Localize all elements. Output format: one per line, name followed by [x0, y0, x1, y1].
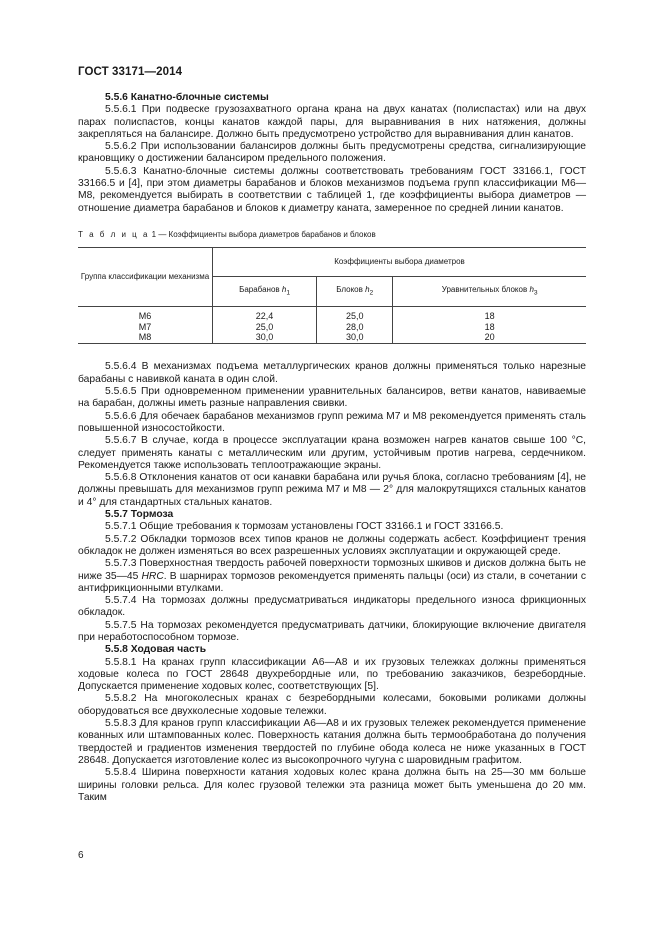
table-cell-group: М7: [78, 321, 213, 332]
table-header-blocks: Блоков $h_2$: [317, 277, 393, 307]
paragraph-5581: 5.5.8.1 На кранах групп классификации А6—А8 и их грузовых тележках должны применяться ходовые колеса по ГОСТ 28648 двухребордные или, по требованию заказчиков, безребордные. Допускается применение ходовых колес, соответствующих [5].: [78, 656, 586, 693]
table-cell-block: 30,0: [317, 332, 393, 344]
paragraph-5573: 5.5.7.3 Поверхностная твердость рабочей поверхности тормозных шкивов и дисков должна быть не ниже 35—45 HRC. В шарнирах тормозов рекомендуется применять пальцы (оси) из стали, в сочетании с антифрикционными втулками.: [78, 558, 586, 594]
paragraph-5565: 5.5.6.5 При одновременном применении уравнительных балансиров, ветви канатов, навиваемые на барабан, должны иметь разные направления свивки.: [78, 386, 586, 410]
table-row: [78, 332, 586, 344]
table-caption-label: Т а б л и ц а: [78, 229, 150, 239]
paragraph-5574: 5.5.7.4 На тормозах должны предусматриваться индикаторы предельного износа фрикционных обкладок.: [78, 595, 586, 619]
document-body: [78, 92, 586, 804]
table-cell-drum: 30,0: [213, 332, 317, 344]
table-cell-block: 25,0: [317, 306, 393, 321]
paragraph-5562: 5.5.6.2 При использовании балансиров должны быть предусмотрены средства, сигнализирующие крановщику о достижении балансиром предельного положения.: [78, 141, 586, 165]
paragraph-5567: 5.5.6.7 В случае, когда в процессе эксплуатации крана возможен нагрев канатов свыше 100 °С, следует применять канаты с металлическим или другим, устойчивым против нагрева, сердечником. Рекомендуется также использовать теплоотражающие экраны.: [78, 435, 586, 471]
table-cell-group: М6: [78, 306, 213, 321]
paragraph-5583: 5.5.8.3 Для кранов групп классификации А6—А8 и их грузовых тележек рекомендуется применение кованных или штампованных колес. Поверхность катания должна быть термообработана до получения твердостей и градиентов изменения твердостей по глубине обода колеса не ниже указанных в ГОСТ 28648. Допускается изготовление колес из высокопрочного чугуна с шаровидным графитом.: [78, 718, 586, 766]
section-heading-558: 5.5.8 Ходовая часть: [105, 644, 207, 656]
table-cell-drum: 25,0: [213, 321, 317, 332]
paragraph-5571: 5.5.7.1 Общие требования к тормозам установлены ГОСТ 33166.1 и ГОСТ 33166.5.: [105, 521, 504, 533]
paragraph-5575: 5.5.7.5 На тормозах рекомендуется предусматривать датчики, блокирующие включение двигателя при неработоспособном тормозе.: [78, 619, 586, 643]
paragraph-5572: 5.5.7.2 Обкладки тормозов всех типов кранов не должны содержать асбест. Коэффициент трения обкладок не должен изменяться во всех разрешенных условиях эксплуатации и окружающей среде.: [78, 533, 586, 557]
paragraph-5584: 5.5.8.4 Ширина поверхности катания ходовых колес крана должна быть на 25—30 мм больше ширины головки рельса. Для колес грузовой тележки эта разница может быть уменьшена до 20 мм. Таким: [78, 767, 586, 803]
table-cell-equalizing: 18: [393, 321, 586, 332]
table-cell-equalizing: 18: [393, 306, 586, 321]
section-heading-556: 5.5.6 Канатно-блочные системы: [105, 92, 269, 103]
paragraph-5563: 5.5.6.3 Канатно-блочные системы должны соответствовать требованиям ГОСТ 33166.1, ГОСТ 33166.5 и [4], при этом диаметры барабанов и блоков механизмов подъема групп классификации М6—М8, рекомендуется выбирать в соответствии с таблицей 1, где коэффициенты выбора диаметров — отношение диаметра барабанов и блоков к диаметру каната, замеренное по средней линии канатов.: [78, 165, 586, 214]
table-cell-block: 28,0: [317, 321, 393, 332]
table-header-coefficients: Коэффициенты выбора диаметров: [213, 247, 587, 277]
paragraph-5568: 5.5.6.8 Отклонения канатов от оси канавки барабана или ручья блока, согласно требованиям [4], не должны превышать для механизмов групп режима М7 и М8 — 2° для малокрутящихся стальных канатов и 4° для стандартных стальных канатов.: [78, 472, 586, 508]
paragraph-5566: 5.5.6.6 Для обечаек барабанов механизмов групп режима М7 и М8 рекомендуется применять сталь повышенной износостойкости.: [78, 410, 586, 434]
paragraph-5564: 5.5.6.4 В механизмах подъема металлургических кранов должны применяться только нарезные барабаны с навивкой каната в один слой.: [78, 361, 586, 385]
coefficients-table: [78, 247, 586, 345]
table-row: [78, 321, 586, 332]
page-number: 6: [78, 850, 84, 861]
table-caption: [78, 230, 586, 240]
document-code-header: ГОСТ 33171—2014: [78, 66, 183, 78]
table-header-group: Группа классификации механизма: [78, 247, 213, 306]
paragraph-5582: 5.5.8.2 На многоколесных кранах с безребордными колесами, боковыми роликами должны оборудоваться все двухколесные ходовые тележки.: [78, 693, 586, 717]
section-heading-557: 5.5.7 Тормоза: [105, 509, 174, 521]
table-cell-group: М8: [78, 332, 213, 344]
table-header-drums: Барабанов $h_1$: [213, 277, 317, 307]
table-row: [78, 306, 586, 321]
paragraph-5561: 5.5.6.1 При подвеске грузозахватного органа крана на двух канатах (полиспастах) или на двух парах полиспастов, концы канатов каждой пары, для выравнивания в них натяжения, должны закрепляться на балансире. Должно быть предусмотрено устройство для выравнивания длин канатов.: [78, 104, 586, 140]
table-cell-equalizing: 20: [393, 332, 586, 344]
table-header-equalizing-blocks: Уравнительных блоков $h_3$: [393, 277, 586, 307]
table-cell-drum: 22,4: [213, 306, 317, 321]
table-caption-text: 1 — Коэффициенты выбора диаметров барабанов и блоков: [151, 229, 376, 239]
